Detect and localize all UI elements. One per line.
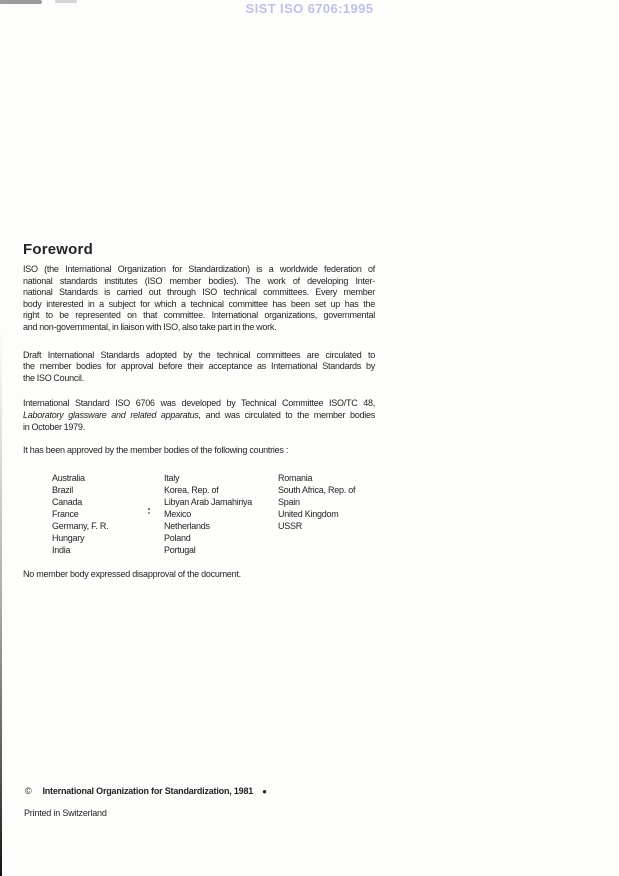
text-line: ISO (the International Organization for Standardization) is a worldwide federation of: [23, 264, 375, 274]
country-name: Germany, F. R.: [52, 521, 109, 532]
country-column-1: [52, 472, 108, 557]
text-line: national Standards is carried out through ISO technical committees. Every member: [23, 287, 375, 298]
text-fragment: and was circulated to the member bodies: [200, 409, 375, 420]
country-name: Netherlands: [164, 521, 210, 532]
copyright-icon: ©: [25, 786, 32, 796]
scan-smudge-artifact: [55, 0, 77, 3]
country-name: Portugal: [164, 545, 196, 556]
text-line: body interested in a subject for which a technical committee has been set up has the: [23, 298, 375, 309]
country-column-2: [164, 472, 252, 557]
text-line: [23, 410, 375, 422]
country-name: Libyan Arab Jamahiriya: [164, 496, 253, 507]
paragraph-iso-federation: [23, 264, 375, 334]
text-line: national standards institutes (ISO member bodies). The work of developing Inter-: [23, 275, 375, 286]
text-line: in October 1979.: [23, 421, 85, 432]
paragraph-development: [23, 398, 375, 433]
country-name: Romania: [278, 472, 313, 483]
country-column-3: [278, 472, 355, 532]
country-name: Australia: [52, 472, 85, 483]
committee-title-italic: Laboratory glassware and related apparatus,: [23, 409, 201, 420]
scan-smudge-artifact: [0, 0, 42, 4]
country-name: India: [52, 545, 71, 556]
country-name: Italy: [164, 472, 180, 483]
country-list: [23, 472, 375, 558]
standard-stamp: SIST ISO 6706:1995: [245, 1, 374, 16]
text-line: the ISO Council.: [23, 372, 84, 383]
country-name: Spain: [278, 496, 300, 507]
printed-in-note: Printed in Switzerland: [24, 808, 107, 818]
country-name: Brazil: [52, 484, 74, 495]
foreword-section: [23, 240, 375, 580]
bullet-icon: ●: [262, 787, 267, 796]
foreword-title: Foreword: [23, 241, 93, 258]
approval-intro: It has been approved by the member bodies of the following countries :: [23, 445, 289, 456]
country-name: Canada: [52, 496, 83, 507]
country-name: France: [52, 509, 79, 519]
copyright-text: International Organization for Standardization, 1981: [42, 786, 254, 796]
text-line: Draft International Standards adopted by the technical committees are circulated to: [23, 349, 375, 360]
scan-edge-artifact: [0, 330, 2, 876]
country-name: Mexico: [164, 509, 192, 519]
text-line: International Standard ISO 6706 was developed by Technical Committee ISO/TC 48,: [23, 398, 375, 409]
country-name: United Kingdom: [278, 509, 339, 519]
scan-speck-artifact: [148, 508, 150, 510]
copyright-line: [25, 786, 267, 796]
country-name: South Africa, Rep. of: [278, 484, 356, 495]
text-line: and non-governmental, in liaison with ISO, also take part in the work.: [23, 321, 277, 332]
country-name: USSR: [278, 521, 303, 532]
text-line: the member bodies for approval before their acceptance as International Standards by: [23, 361, 375, 372]
paragraph-draft-standards: [23, 350, 375, 385]
country-name: Korea, Rep. of: [164, 484, 219, 495]
country-name: Hungary: [52, 533, 85, 544]
country-name: Poland: [164, 533, 191, 544]
text-line: right to be represented on that committee. International organizations, governmental: [23, 310, 375, 321]
no-disapproval-note: No member body expressed disapproval of the document.: [23, 568, 241, 579]
